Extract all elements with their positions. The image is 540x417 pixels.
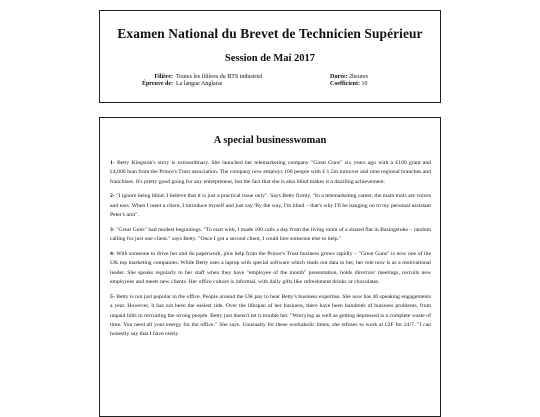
paragraph-number: 2- <box>110 193 115 200</box>
paragraph-text: Betty Kingston's story is extraordinary. She launched her telemarketing company "Great Guns" six years ago with a £100 grant and £4,000 loan from the Prince's Trust association. The company now employs 100 people with £ 1.5m turnover and nine regional branches and franchises. It's pretty good going for any entrepreneur, but the fact that she is also blind makes it a dazzling achievement. <box>110 160 432 185</box>
article-box <box>99 117 441 417</box>
paragraph-2 <box>110 192 431 220</box>
paragraph-text: "Great Guns" had modest beginnings. "To start with, I made 100 calls a day from the living room of a shared flat in Basingstoke – random calling for just one client." says Betty. "Once I got a second client, I could hire someone else to help." <box>110 226 432 243</box>
duree-value: 2heures <box>349 74 368 80</box>
exam-header-box <box>99 10 441 103</box>
article-title: A special businesswoman <box>213 135 327 146</box>
paragraph-4 <box>110 250 431 287</box>
epreuve-row <box>113 81 263 88</box>
paragraph-number: 1- <box>110 160 115 166</box>
paragraph-text: "I ignore being blind. I believe that it is just a practical issue only". Says Betty firmly. "In a telemarketing career, the main tools are voices and ears. When I meet a client, I introduce myself and just say 'By the way, I'm blind – that's why I'll be hanging on to my personal assistant Peter's arm". <box>110 193 431 219</box>
paragraph-number: 4- <box>110 251 115 258</box>
coef-value: 10 <box>361 81 368 87</box>
duree-row <box>330 74 368 81</box>
coef-label: Coefficient: <box>330 81 360 87</box>
exam-session: Session de Mai 2017 <box>224 53 316 64</box>
paragraph-number: 3- <box>110 226 115 233</box>
epreuve-label: Épreuve de: <box>141 81 173 87</box>
paragraph-3 <box>110 226 431 245</box>
paragraph-5 <box>110 293 431 339</box>
exam-info-right <box>330 74 368 88</box>
filiere-value: Toutes les filières du BTS industriel <box>176 74 263 80</box>
duree-label: Durée: <box>330 74 348 80</box>
epreuve-value: La langue Anglaise <box>176 81 223 87</box>
paragraph-text: Betty is not just popular in the office. People around the UK pay to hear Betty's business expertise. She now has 40 speaking engagements a year. However, it has not been the easiest ride. Over the lifespan of her business, there have been hundreds of business problems, from unpaid bills to recruiting the wrong people. Betty just doesn't let it trouble her. "Worrying as well as getting depressed is a complete waste of time. You need all your energy for the office." She says. Unusually for these workaholic times, she refuses to work at £2F for 24/7. "I can honestly say that I have rarely <box>110 293 432 338</box>
article-paragraphs <box>110 159 431 345</box>
filiere-row <box>113 74 263 81</box>
coef-row <box>330 81 368 88</box>
exam-title: Examen National du Brevet de Technicien Supérieur <box>117 26 423 41</box>
paragraph-number: 5- <box>110 293 115 300</box>
filiere-label: Filière: <box>154 74 173 80</box>
exam-info-left <box>113 74 263 88</box>
paragraph-text: With someone to drive her and do paperwork, plus help from the Prince's Trust business grows rapidly – "Great Guns" is now one of the UK top marketing companies. While Betty uses a laptop with special software which reads out data to her, her role now is as a motivational leader. She speaks regularly to her staff when they have "employee of the month" presentation, holds directors' meetings, recruits new employees and meets new clients. Her office culture is informal, with daily gifts like refreshment drinks or chocolates. <box>110 251 431 286</box>
paragraph-1 <box>110 159 431 187</box>
